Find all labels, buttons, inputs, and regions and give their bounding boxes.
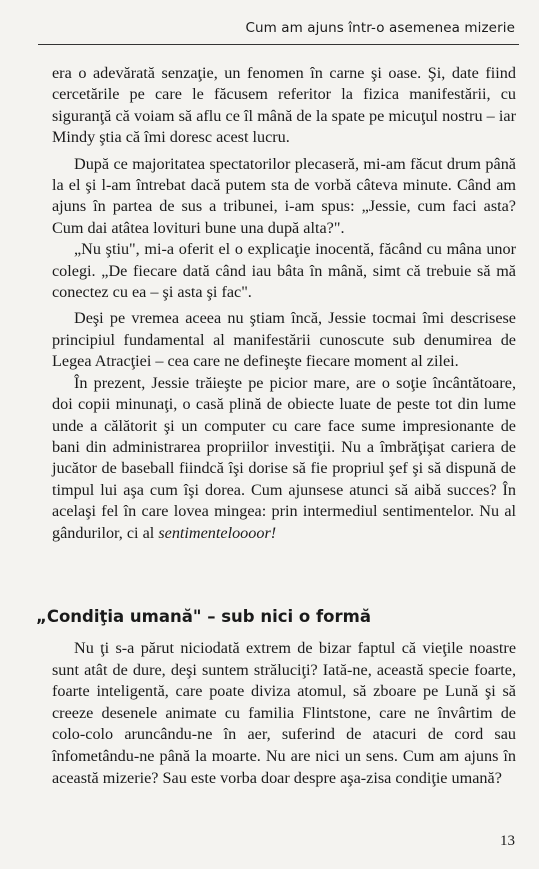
- paragraph-5: [52, 373, 516, 544]
- page-number: 13: [500, 833, 515, 849]
- body-text: [52, 63, 516, 544]
- section-paragraph: Nu ţi s-a părut niciodată extrem de bizar faptul că vieţile noastre sunt atât de dure, deşi suntem străluciţi? Iată-ne, această specie foarte, foarte inteligentă, care poate diviza atomul, să zboare pe Lună şi să creeze desenele animate cu familia Flintstone, care ne învârtim de colo-colo aruncându-ne în aer, suferind de atacuri de cord sau înfometându-ne până la moarte. Nu are nici un sens. Cum am ajuns în această mizerie? Sau este vorba doar despre aşa-zisa condiţie umană?: [52, 639, 516, 787]
- italic-emphasis: sentimenteloooor!: [158, 523, 277, 542]
- paragraph-2: După ce majoritatea spectatorilor plecaseră, mi-am făcut drum până la el şi l-am întrebat dacă putem sta de vorbă câteva minute. Când am ajuns în partea de sus a tribunei, i-am spus: „Jessie, cum faci asta? Cum dai atâtea lovituri bune una după alta?".: [52, 154, 516, 237]
- paragraph-1: era o adevărată senzaţie, un fenomen în carne şi oase. Şi, date fiind cercetările pe care le făcusem referitor la fizica manifestării, cu siguranţă că voiam să aflu ce îl mână de la spate pe micuţul nostru – iar Mindy ştia că îmi doresc acest lucru.: [52, 64, 516, 147]
- running-header: Cum am ajuns într-o asemenea mizerie: [245, 20, 515, 36]
- section-heading: „Condiţia umană" – sub nici o formă: [36, 607, 371, 626]
- paragraph-5-text: În prezent, Jessie trăieşte pe picior mare, are o soţie încântătoare, doi copii minunaţi, o casă plină de obiecte luate de peste tot din lume unde a călătorit şi un computer cu care face sume impresionante de bani din administrarea propriilor investiţii. Nu a îmbrăţişat cariera de jucător de baseball fiindcă îşi dorise să fie propriul şef şi să dispună de timpul lui aşa cum îşi dorea. Cum ajunsese atunci să aibă succes? În acelaşi fel în care lovea mingea: prin intermediul sentimentelor. Nu al gândurilor, ci al: [52, 373, 516, 542]
- paragraph-4: Deşi pe vremea aceea nu ştiam încă, Jessie tocmai îmi descrisese principiul fundamental al manifestării cunoscute sub denumirea de Legea Atracţiei – cea care ne defineşte fiecare moment al zilei.: [52, 309, 516, 371]
- section-body-text: [52, 638, 516, 789]
- paragraph-3: „Nu ştiu", mi-a oferit el o explicaţie inocentă, făcând cu mâna unor colegi. „De fiecare dată când iau bâta în mână, simt că trebuie să mă conectez cu ea – şi asta şi fac".: [52, 240, 516, 302]
- header-rule: [38, 44, 519, 45]
